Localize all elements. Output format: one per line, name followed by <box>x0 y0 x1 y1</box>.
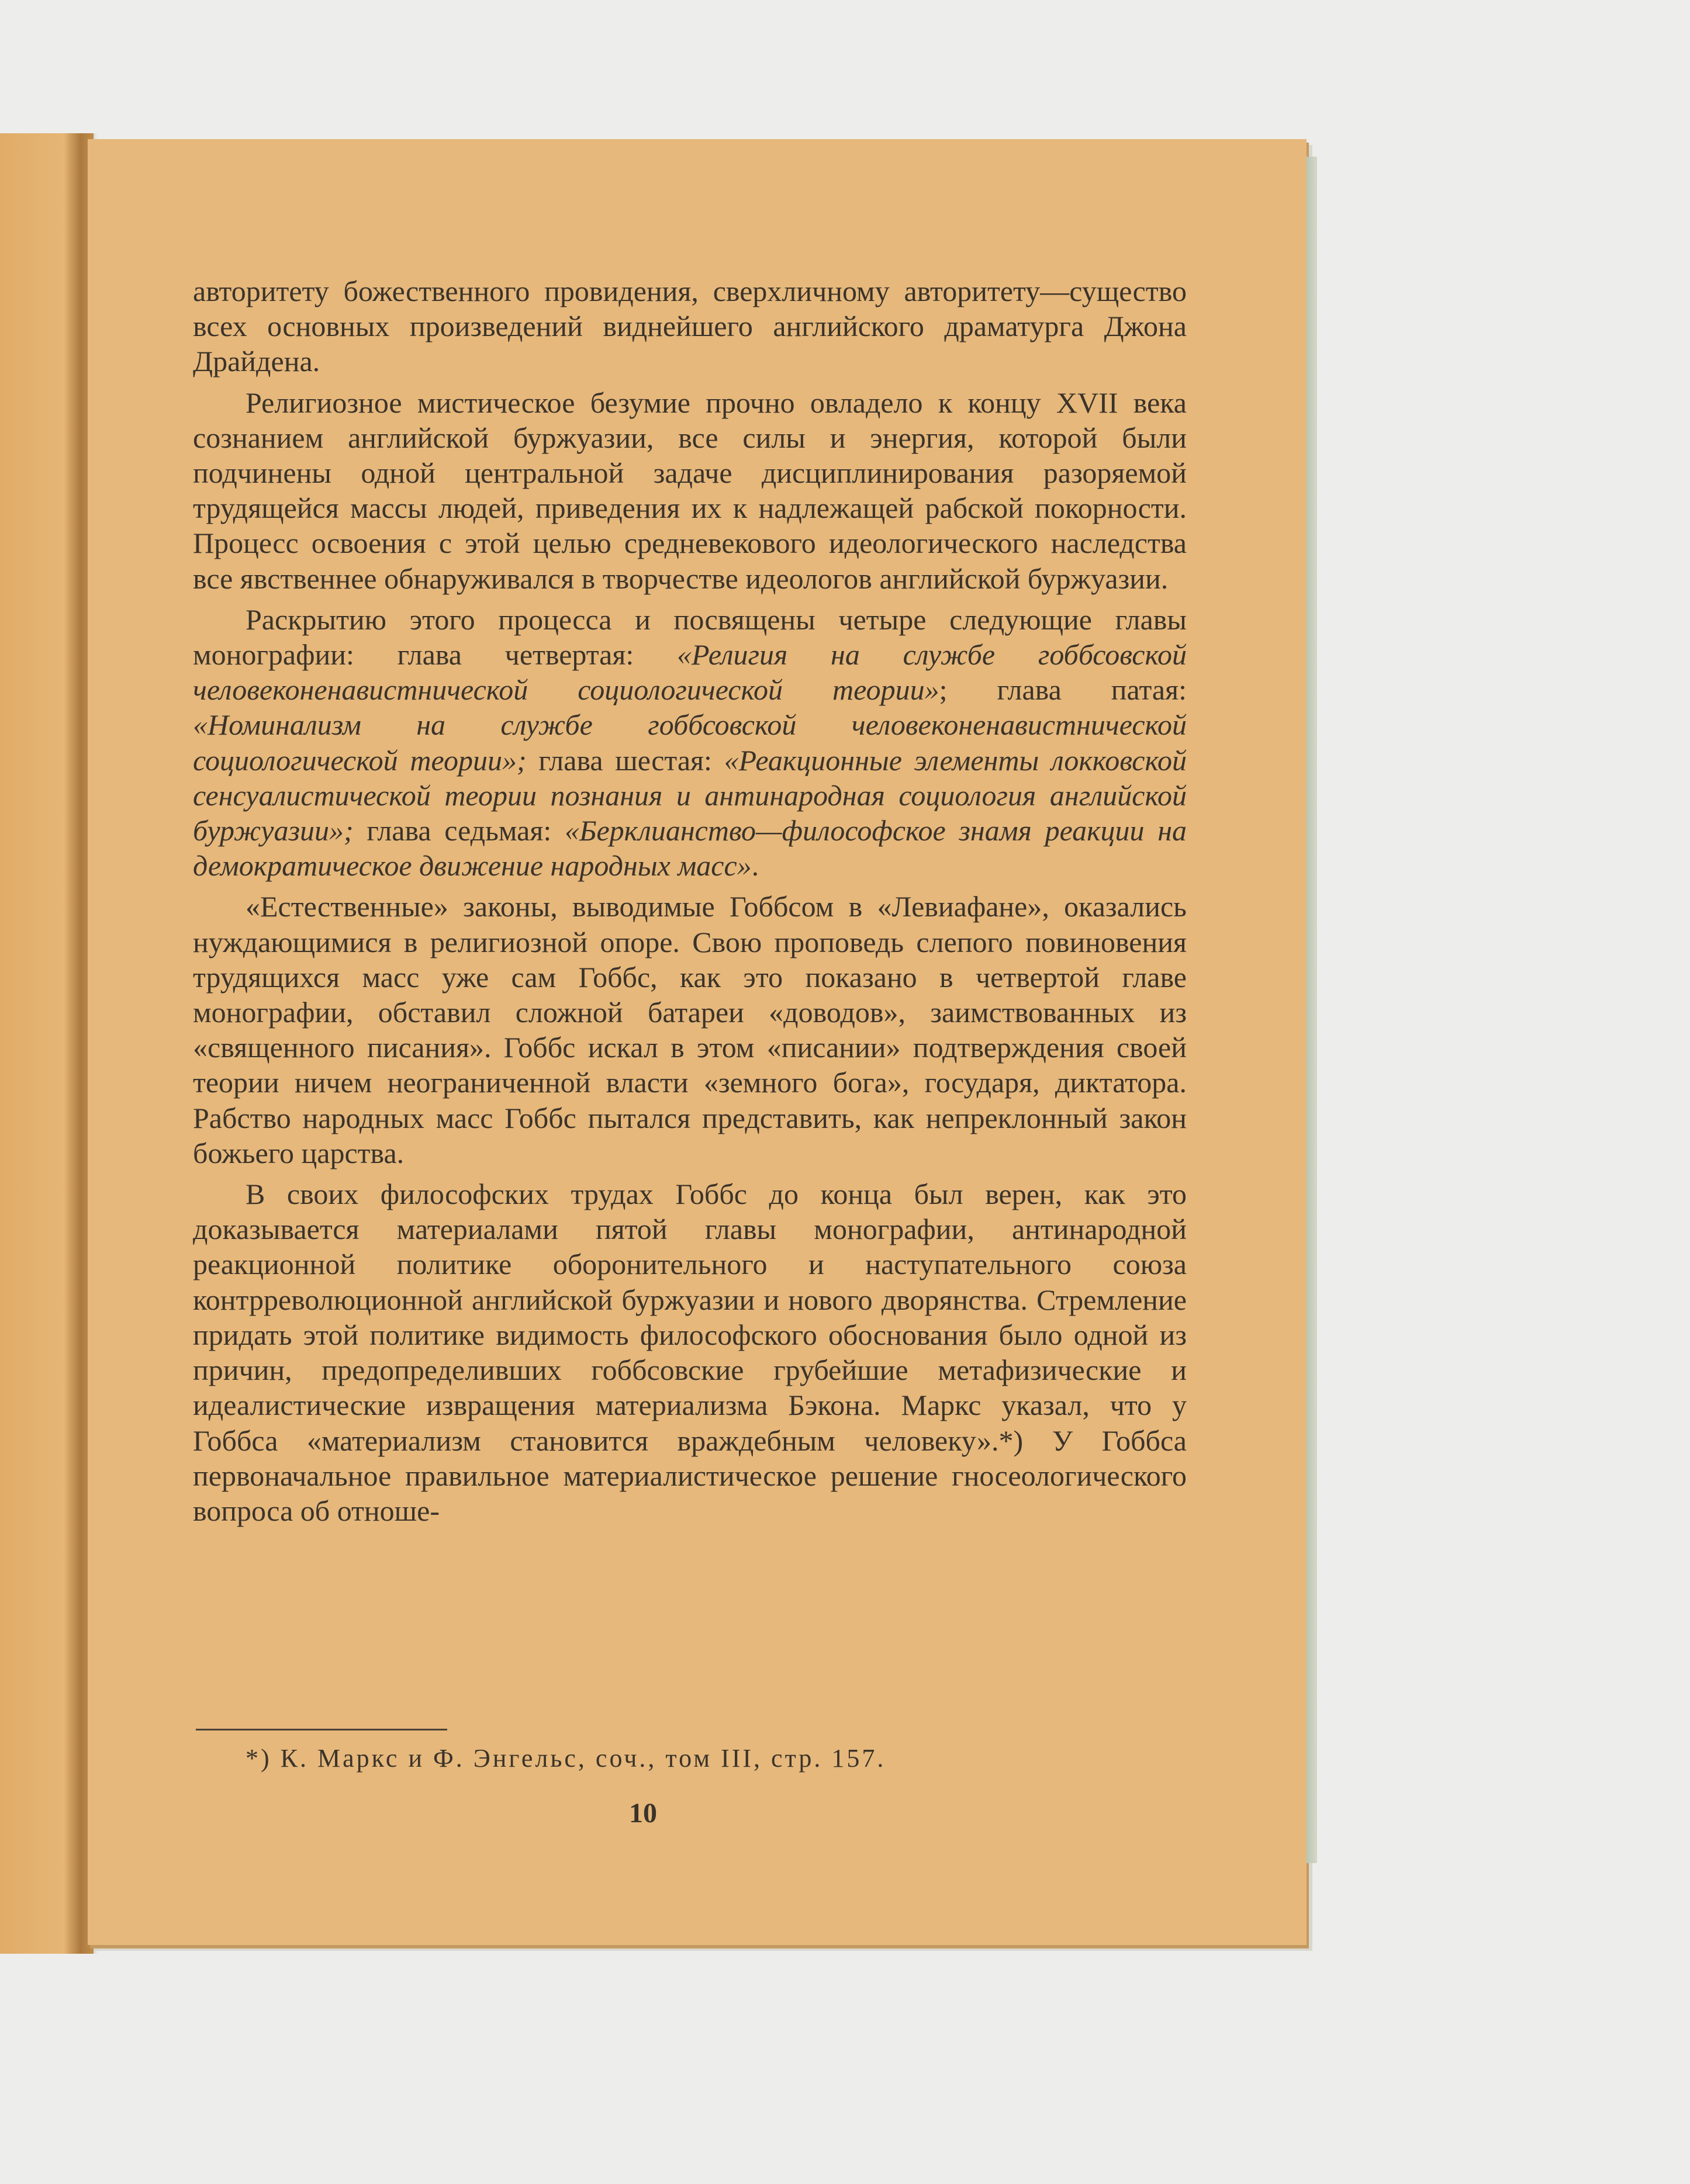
paragraph-3-end: . <box>751 849 759 882</box>
paragraph-4: «Естественные» законы, выводимые Гоббсом в «Левиафане», оказались нуждающимися в религиозной опоре. Свою проповедь слепого повиновения трудящихся масс уже сам Гоббс, как это показано в четвертой главе монографии, обставил сложной батареи «доводов», заимствованных из «священного писания». Гоббс искал в этом «писании» подтверждения своей теории ничем неограниченной власти «земного бога», государя, диктатора. Рабство народных масс Гоббс пытался представить, как непреклонный закон божьего царства. <box>193 890 1187 1169</box>
paragraph-3 <box>193 602 1187 884</box>
paragraph-3-sep-3: глава седьмая: <box>353 814 565 847</box>
footnote-divider <box>196 1729 447 1730</box>
chapter-title-6: «Реакционные элементы локковской сенсуалистической теории познания и антинародная социология английской буржуазии»; <box>193 743 1187 847</box>
chapter-title-5: «Номинализм на службе гоббсовской человеконенавистнической социологической теории»; <box>193 708 1187 777</box>
chapter-title-4: «Религия на службе гоббсовской человеконенавистнической социологической теории» <box>193 638 1187 707</box>
paragraph-3-sep-2: глава шестая: <box>526 743 724 777</box>
chapter-title-7: «Берклианство—философское знамя реакции на демократическое движение народных масс» <box>193 814 1187 882</box>
paragraph-2: Религиозное мистическое безумие прочно овладело к концу XVII века сознанием английской буржуазии, все силы и энергия, которой были подчинены одной центральной задаче дисциплинирования разоряемой трудящейся массы людей, приведения их к надлежащей рабской покорности. Процесс освоения с этой целью средневекового идеологического наследства все явственнее обнаруживался в творчестве идеологов английской буржуазии. <box>193 386 1187 595</box>
body-text <box>193 274 1187 1534</box>
book-page <box>88 139 1307 1945</box>
page-stack-edge <box>1307 157 1317 1863</box>
paragraph-3-lead: Раскрытию этого процесса и посвящены четыре следующие главы монографии: глава четвертая: <box>193 603 1187 672</box>
paragraph-1: авторитету божественного провидения, сверхличному авторитету—существо всех основных произведений виднейшего английского драматурга Джона Драйдена. <box>193 275 1187 378</box>
paragraph-5: В своих философских трудах Гоббс до конца был верен, как это доказывается материалами пятой главы монографии, антинародной реакционной политике оборонительного и наступательного союза контрреволюционной английской буржуазии и нового дворянства. Стремление придать этой политике видимость философского обоснования было одной из причин, предопределивших гоббсовские грубейшие метафизические и идеалистические извращения материализма Бэкона. Маркс указал, что у Гоббса «материализм становится враждебным человеку».*) У Гоббса первоначальное правильное материалистическое решение гносеологического вопроса об отноше- <box>193 1178 1187 1527</box>
paragraph-3-sep-1: ; глава патая: <box>939 673 1187 707</box>
page-number: 10 <box>629 1798 657 1829</box>
footnote: *) К. Маркс и Ф. Энгельс, соч., том III, стр. 157. <box>246 1744 886 1773</box>
